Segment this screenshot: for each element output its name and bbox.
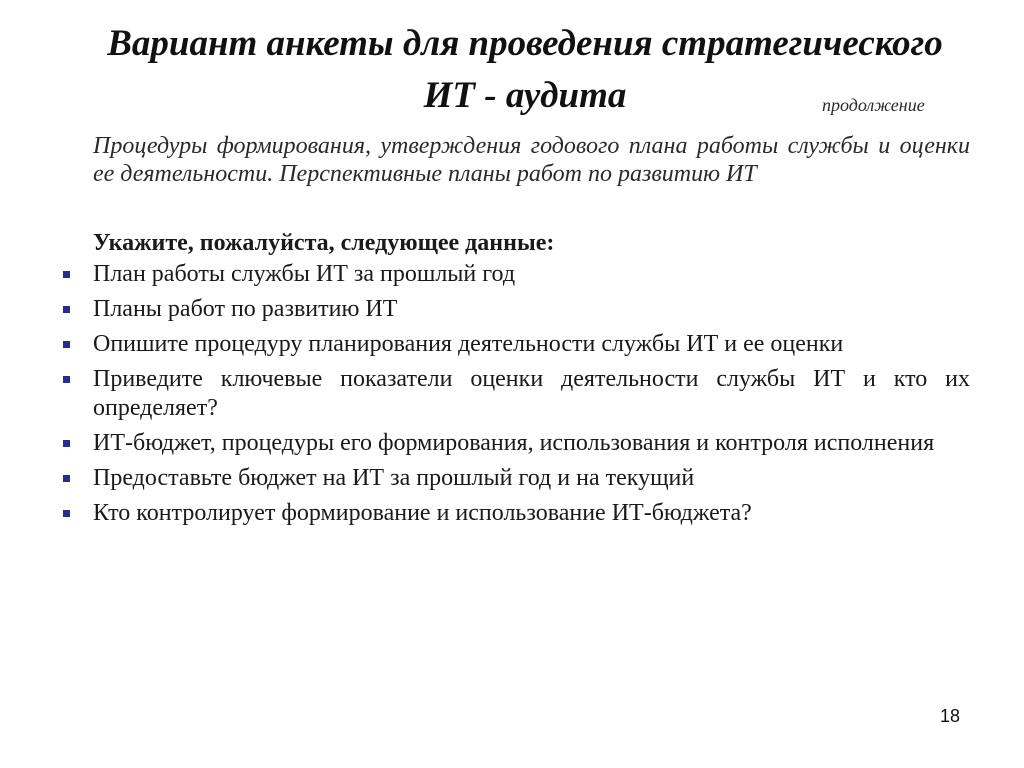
square-bullet-icon [63,475,70,482]
square-bullet-icon [63,341,70,348]
list-item [60,295,970,324]
square-bullet-icon [63,440,70,447]
list-item-text: План работы службы ИТ за прошлый год [93,261,516,287]
square-bullet-icon [63,376,70,383]
continuation-label: продолжение [822,95,925,115]
slide-title-line-2: ИТ - аудита [423,75,627,116]
list-item-text: Планы работ по развитию ИТ [93,296,398,322]
slide-title-line-1: Вариант анкеты для проведения стратегического [107,23,943,64]
list-item-text: Приведите ключевые показатели оценки деятельности службы ИТ и кто их определяет? [93,366,970,421]
list-item [60,260,970,289]
square-bullet-icon [63,306,70,313]
bullet-list [60,260,970,534]
square-bullet-icon [63,271,70,278]
square-bullet-icon [63,510,70,517]
list-item-text: Опишите процедуру планирования деятельности службы ИТ и ее оценки [93,331,844,357]
list-item [60,365,970,423]
list-item-text: ИТ-бюджет, процедуры его формирования, использования и контроля исполнения [93,430,935,456]
list-item [60,499,970,528]
list-item-text: Кто контролирует формирование и использование ИТ-бюджета? [93,500,752,526]
page-number: 18 [940,706,961,726]
list-item [60,330,970,359]
intro-paragraph: Процедуры формирования, утверждения годового плана работы службы и оценки ее деятельности. Перспективные планы работ по развитию ИТ [93,133,970,187]
prompt-heading: Укажите, пожалуйста, следующее данные: [93,230,555,256]
list-item-text: Предоставьте бюджет на ИТ за прошлый год и на текущий [93,465,695,491]
list-item [60,464,970,493]
list-item [60,429,970,458]
